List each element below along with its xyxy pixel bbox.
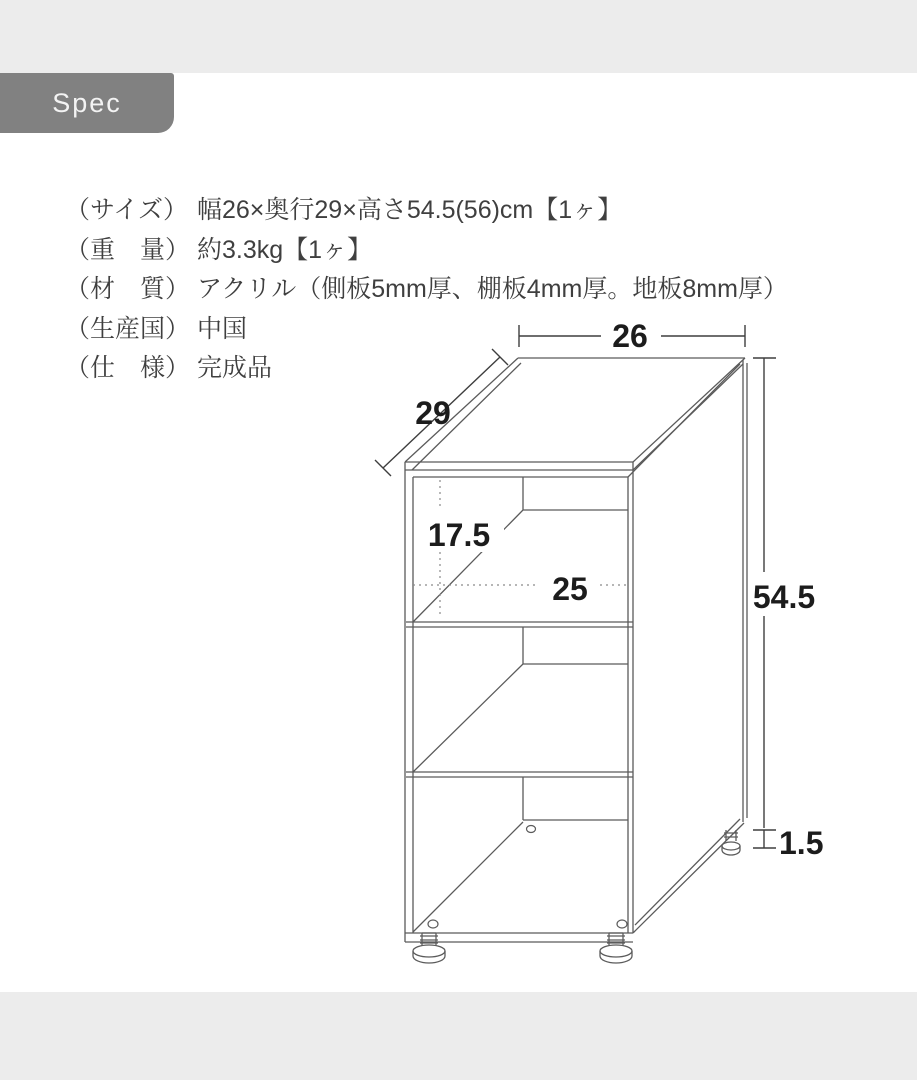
spec-label: （仕 様） <box>65 354 191 383</box>
shelf-lines <box>406 364 740 932</box>
front-right-foot <box>600 933 632 963</box>
adjustable-feet <box>413 830 740 963</box>
dim-inner-width-label: 25 <box>552 571 588 607</box>
spec-value: 完成品 <box>197 354 273 383</box>
cabinet-outline <box>405 358 747 942</box>
dim-top-compartment-label: 17.5 <box>427 517 491 553</box>
dim-foot-height-label: 1.5 <box>779 825 824 861</box>
spec-label: （サイズ） <box>65 196 189 224</box>
dim-height-label: 54.5 <box>752 579 816 615</box>
front-left-foot <box>413 933 445 963</box>
spec-badge-label: Spec <box>52 87 122 118</box>
spec-label: （重 量） <box>65 235 191 264</box>
spec-value: アクリル（側板5mm厚、棚板4mm厚。地板8mm厚） <box>197 275 788 304</box>
spec-label: （材 質） <box>65 275 191 304</box>
content-panel <box>0 73 917 992</box>
spec-label: （生産国） <box>65 314 191 343</box>
dim-depth-label: 29 <box>415 395 451 431</box>
spec-row-size <box>65 191 788 231</box>
spec-value: 幅26×奥行29×高さ54.5(56)cm【1ヶ】 <box>197 196 623 224</box>
spec-row-material <box>65 270 788 310</box>
screw-holes <box>428 826 627 929</box>
spec-row-weight <box>65 231 788 271</box>
dim-width-label: 26 <box>612 318 648 354</box>
spec-value: 中国 <box>197 314 248 343</box>
spec-section-badge <box>0 73 174 133</box>
spec-value: 約3.3kg【1ヶ】 <box>197 235 373 264</box>
furniture-dimension-diagram <box>355 315 865 980</box>
